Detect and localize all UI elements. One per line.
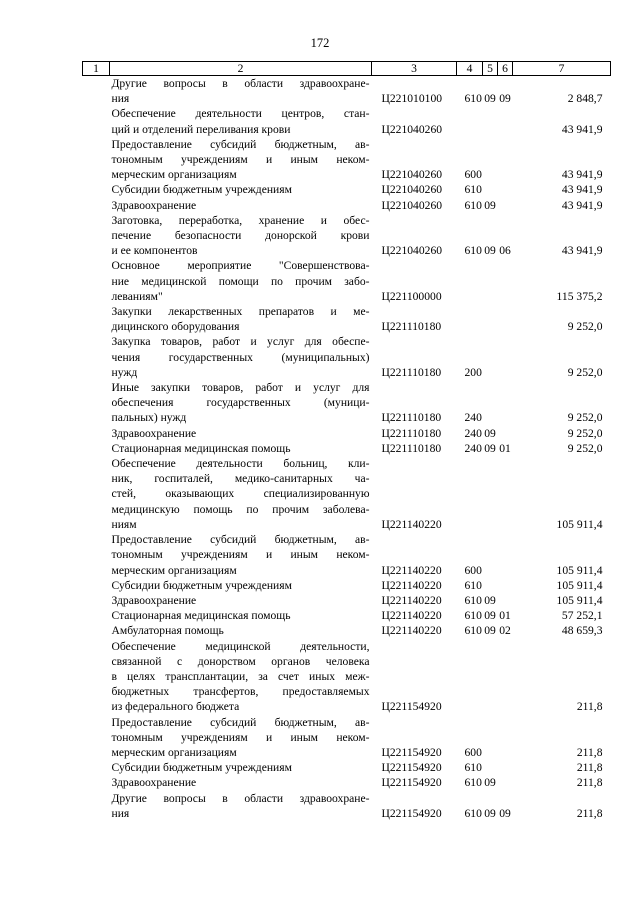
- header-col-2: 2: [110, 62, 372, 76]
- amount-cell: 105 911,4: [556, 563, 603, 577]
- item-name-cell: [110, 426, 372, 441]
- row-number-cell: [83, 258, 110, 304]
- section-cell: 09: [484, 92, 496, 106]
- amount-cell: 43 941,9: [561, 168, 603, 182]
- target-code-cell: Ц221110180: [381, 441, 442, 455]
- item-name-line: Иные закупки товаров, работ и услуг для: [111, 381, 370, 395]
- item-name-line: Стационарная медицинская помощь: [111, 441, 291, 455]
- item-name-line: дицинского оборудования: [111, 320, 240, 334]
- item-name-line: тономным учреждениям и иным неком-: [111, 153, 370, 167]
- item-name-cell: [110, 532, 372, 578]
- item-name-cell: [110, 775, 372, 790]
- subsection-cell: [498, 106, 513, 136]
- amount-cell: 211,8: [576, 761, 603, 775]
- amount-cell: 115 375,2: [556, 289, 603, 303]
- expense-type-cell: 610: [464, 624, 482, 638]
- section-cell: [483, 715, 498, 761]
- target-code-cell: Ц221154920: [381, 761, 442, 775]
- subsection-cell: [498, 380, 513, 426]
- item-name-cell: [110, 791, 372, 821]
- table-row: [83, 258, 611, 304]
- item-name-line: стей, оказывающих специализированную: [111, 487, 370, 501]
- item-name-line: Здравоохранение: [111, 776, 197, 790]
- expense-type-cell: 600: [464, 745, 482, 759]
- target-code-cell: Ц221140220: [381, 593, 442, 607]
- row-number-cell: [83, 775, 110, 790]
- section-cell: 09: [484, 609, 496, 623]
- section-cell: [483, 578, 498, 593]
- header-col-3: 3: [372, 62, 457, 76]
- expense-type-cell: [457, 304, 483, 334]
- amount-cell: 43 941,9: [561, 183, 603, 197]
- subsection-cell: [498, 456, 513, 532]
- amount-cell: 211,8: [576, 700, 603, 714]
- amount-cell: 211,8: [576, 806, 603, 820]
- section-cell: 09: [484, 426, 496, 440]
- item-name-cell: [110, 198, 372, 213]
- expense-type-cell: [457, 639, 483, 715]
- row-number-cell: [83, 213, 110, 259]
- amount-cell: 9 252,0: [567, 411, 603, 425]
- target-code-cell: Ц221140220: [381, 578, 442, 592]
- section-cell: 09: [484, 198, 496, 212]
- table-row: [83, 76, 611, 107]
- item-name-line: ния: [111, 92, 130, 106]
- target-code-cell: Ц221140220: [381, 609, 442, 623]
- item-name-cell: [110, 456, 372, 532]
- table-row: [83, 182, 611, 197]
- item-name-cell: [110, 578, 372, 593]
- item-name-cell: [110, 182, 372, 197]
- row-number-cell: [83, 715, 110, 761]
- section-cell: [483, 639, 498, 715]
- item-name-cell: [110, 106, 372, 136]
- item-name-cell: [110, 304, 372, 334]
- header-col-1: 1: [83, 62, 110, 76]
- table-row: [83, 426, 611, 441]
- subsection-cell: [498, 715, 513, 761]
- table-row: [83, 639, 611, 715]
- subsection-cell: [498, 258, 513, 304]
- item-name-line: бюджетных трансфертов, предоставляемых: [111, 685, 370, 699]
- header-col-7: 7: [513, 62, 611, 76]
- target-code-cell: Ц221154920: [381, 806, 442, 820]
- item-name-line: ниям: [111, 517, 137, 531]
- expense-type-cell: 600: [464, 168, 482, 182]
- section-cell: [483, 334, 498, 380]
- table-row: [83, 213, 611, 259]
- amount-cell: 9 252,0: [567, 320, 603, 334]
- target-code-cell: Ц221110180: [381, 365, 442, 379]
- target-code-cell: Ц221110180: [381, 411, 442, 425]
- subsection-cell: 01: [499, 441, 511, 455]
- amount-cell: 105 911,4: [556, 578, 603, 592]
- header-row: [83, 62, 611, 76]
- target-code-cell: Ц221110180: [381, 426, 442, 440]
- table-row: [83, 593, 611, 608]
- item-name-cell: [110, 608, 372, 623]
- item-name-line: Предоставление субсидий бюджетным, ав-: [111, 137, 370, 151]
- item-name-line: в целях трансплантации, за счет иных меж-: [111, 669, 370, 683]
- amount-cell: 9 252,0: [567, 426, 603, 440]
- expense-type-cell: 240: [464, 411, 482, 425]
- amount-cell: 43 941,9: [561, 198, 603, 212]
- expense-type-cell: 240: [464, 426, 482, 440]
- row-number-cell: [83, 334, 110, 380]
- item-name-line: мерческим организациям: [111, 168, 237, 182]
- item-name-line: Здравоохранение: [111, 198, 197, 212]
- item-name-line: Обеспечение медицинской деятельности,: [111, 639, 370, 653]
- table-row: [83, 456, 611, 532]
- row-number-cell: [83, 791, 110, 821]
- subsection-cell: [498, 304, 513, 334]
- subsection-cell: [498, 593, 513, 608]
- item-name-line: Предоставление субсидий бюджетным, ав-: [111, 715, 370, 729]
- item-name-cell: [110, 593, 372, 608]
- table-header: [83, 62, 611, 76]
- subsection-cell: 09: [499, 92, 511, 106]
- amount-cell: 2 848,7: [567, 92, 603, 106]
- expense-type-cell: 610: [464, 92, 482, 106]
- item-name-line: Амбулаторная помощь: [111, 624, 224, 638]
- subsection-cell: [498, 639, 513, 715]
- target-code-cell: Ц221010100: [381, 92, 443, 106]
- subsection-cell: [498, 578, 513, 593]
- item-name-line: медицинскую помощь по прочим заболева-: [111, 502, 370, 516]
- section-cell: 09: [484, 806, 496, 820]
- table-row: [83, 623, 611, 638]
- subsection-cell: [498, 532, 513, 578]
- item-name-line: ния: [111, 806, 130, 820]
- expense-type-cell: 610: [464, 593, 482, 607]
- amount-cell: 48 659,3: [561, 624, 603, 638]
- expense-type-cell: [457, 106, 483, 136]
- item-name-line: Предоставление субсидий бюджетным, ав-: [111, 533, 370, 547]
- row-number-cell: [83, 380, 110, 426]
- item-name-line: Закупки лекарственных препаратов и ме-: [111, 305, 370, 319]
- item-name-line: ник, госпиталей, медико-санитарных ча-: [111, 472, 370, 486]
- item-name-line: Субсидии бюджетным учреждениям: [111, 578, 292, 592]
- row-number-cell: [83, 593, 110, 608]
- expense-type-cell: 600: [464, 563, 482, 577]
- subsection-cell: 09: [499, 806, 511, 820]
- section-cell: 09: [484, 776, 496, 790]
- subsection-cell: [498, 137, 513, 183]
- row-number-cell: [83, 182, 110, 197]
- item-name-line: мерческим организациям: [111, 745, 237, 759]
- item-name-line: Здравоохранение: [111, 593, 197, 607]
- item-name-line: Обеспечение деятельности центров, стан-: [111, 107, 370, 121]
- expense-type-cell: 610: [464, 578, 482, 592]
- amount-cell: 43 941,9: [561, 122, 603, 136]
- amount-cell: 43 941,9: [561, 244, 603, 258]
- page-number: 172: [310, 36, 330, 50]
- subsection-cell: [498, 334, 513, 380]
- table-row: [83, 441, 611, 456]
- section-cell: [483, 106, 498, 136]
- item-name-cell: [110, 334, 372, 380]
- item-name-line: тономным учреждениям и иным неком-: [111, 548, 370, 562]
- target-code-cell: Ц221154920: [381, 776, 442, 790]
- row-number-cell: [83, 106, 110, 136]
- item-name-line: Обеспечение деятельности больниц, кли-: [111, 457, 370, 471]
- target-code-cell: Ц221110180: [381, 320, 442, 334]
- table-row: [83, 532, 611, 578]
- item-name-line: Основное мероприятие "Совершенствова-: [111, 259, 370, 273]
- target-code-cell: Ц221040260: [381, 168, 443, 182]
- item-name-line: ций и отделений переливания крови: [111, 122, 291, 136]
- section-cell: 09: [484, 244, 496, 258]
- amount-cell: 211,8: [576, 776, 603, 790]
- section-cell: 09: [484, 624, 496, 638]
- expense-type-cell: 610: [464, 776, 482, 790]
- expense-type-cell: [457, 456, 483, 532]
- row-number-cell: [83, 456, 110, 532]
- item-name-line: чения государственных (муниципальных): [111, 350, 370, 364]
- amount-cell: 9 252,0: [567, 365, 603, 379]
- section-cell: [483, 456, 498, 532]
- item-name-line: мерческим организациям: [111, 563, 237, 577]
- subsection-cell: 02: [499, 624, 511, 638]
- row-number-cell: [83, 623, 110, 638]
- item-name-line: тономным учреждениям и иным неком-: [111, 730, 370, 744]
- expense-type-cell: 610: [464, 806, 482, 820]
- item-name-line: нужд: [111, 365, 138, 379]
- item-name-cell: [110, 441, 372, 456]
- subsection-cell: 01: [499, 609, 511, 623]
- row-number-cell: [83, 639, 110, 715]
- row-number-cell: [83, 441, 110, 456]
- section-cell: 09: [484, 593, 496, 607]
- item-name-cell: [110, 137, 372, 183]
- item-name-line: Субсидии бюджетным учреждениям: [111, 761, 292, 775]
- item-name-line: леваниям": [111, 289, 163, 303]
- section-cell: [483, 137, 498, 183]
- row-number-cell: [83, 760, 110, 775]
- target-code-cell: Ц221040260: [381, 122, 443, 136]
- header-col-5: 5: [483, 62, 498, 76]
- table-row: [83, 775, 611, 790]
- subsection-cell: [498, 198, 513, 213]
- amount-cell: 57 252,1: [561, 609, 603, 623]
- item-name-line: обеспечения государственных (муници-: [111, 396, 370, 410]
- target-code-cell: Ц221040260: [381, 198, 443, 212]
- item-name-cell: [110, 639, 372, 715]
- table-row: [83, 715, 611, 761]
- target-code-cell: Ц221154920: [381, 700, 442, 714]
- item-name-cell: [110, 623, 372, 638]
- table-row: [83, 608, 611, 623]
- header-col-4: 4: [457, 62, 483, 76]
- item-name-line: Закупка товаров, работ и услуг для обеспе-: [111, 335, 370, 349]
- row-number-cell: [83, 532, 110, 578]
- table-row: [83, 198, 611, 213]
- section-cell: 09: [484, 441, 496, 455]
- item-name-line: печение безопасности донорской крови: [111, 229, 370, 243]
- table-row: [83, 334, 611, 380]
- amount-cell: 211,8: [576, 745, 603, 759]
- item-name-line: и ее компонентов: [111, 244, 198, 258]
- table-row: [83, 137, 611, 183]
- target-code-cell: Ц221040260: [381, 244, 443, 258]
- expense-type-cell: 200: [464, 365, 482, 379]
- expense-type-cell: 610: [464, 761, 482, 775]
- row-number-cell: [83, 198, 110, 213]
- table-row: [83, 578, 611, 593]
- target-code-cell: Ц221100000: [381, 289, 442, 303]
- item-name-line: Субсидии бюджетным учреждениям: [111, 183, 292, 197]
- amount-cell: 105 911,4: [556, 593, 603, 607]
- item-name-cell: [110, 76, 372, 107]
- subsection-cell: [498, 426, 513, 441]
- section-cell: [483, 532, 498, 578]
- row-number-cell: [83, 76, 110, 107]
- table-row: [83, 760, 611, 775]
- item-name-line: ние медицинской помощи по прочим забо-: [111, 274, 370, 288]
- expense-type-cell: 610: [464, 183, 482, 197]
- header-col-6: 6: [498, 62, 513, 76]
- target-code-cell: Ц221140220: [381, 517, 442, 531]
- row-number-cell: [83, 426, 110, 441]
- subsection-cell: [498, 182, 513, 197]
- item-name-line: Другие вопросы в области здравоохране-: [111, 791, 370, 805]
- table-row: [83, 106, 611, 136]
- section-cell: [483, 258, 498, 304]
- item-name-line: Другие вопросы в области здравоохране-: [111, 77, 370, 90]
- item-name-line: из федерального бюджета: [111, 700, 240, 714]
- target-code-cell: Ц221140220: [381, 563, 442, 577]
- table-body: [83, 76, 611, 821]
- item-name-line: Заготовка, переработка, хранение и обес-: [111, 213, 370, 227]
- item-name-cell: [110, 380, 372, 426]
- item-name-line: пальных) нужд: [111, 411, 187, 425]
- item-name-line: Стационарная медицинская помощь: [111, 609, 291, 623]
- item-name-cell: [110, 715, 372, 761]
- table-row: [83, 791, 611, 821]
- subsection-cell: [498, 775, 513, 790]
- target-code-cell: Ц221154920: [381, 745, 442, 759]
- row-number-cell: [83, 304, 110, 334]
- expense-type-cell: 610: [464, 198, 482, 212]
- amount-cell: 105 911,4: [556, 517, 603, 531]
- item-name-cell: [110, 258, 372, 304]
- item-name-cell: [110, 760, 372, 775]
- row-number-cell: [83, 608, 110, 623]
- row-number-cell: [83, 137, 110, 183]
- item-name-cell: [110, 213, 372, 259]
- item-name-line: Здравоохранение: [111, 426, 197, 440]
- table-row: [83, 380, 611, 426]
- expense-type-cell: [457, 258, 483, 304]
- section-cell: [483, 760, 498, 775]
- row-number-cell: [83, 578, 110, 593]
- section-cell: [483, 380, 498, 426]
- target-code-cell: Ц221140220: [381, 624, 442, 638]
- subsection-cell: [498, 760, 513, 775]
- expense-type-cell: 610: [464, 609, 482, 623]
- expense-type-cell: 610: [464, 244, 482, 258]
- budget-table: [82, 61, 611, 821]
- section-cell: [483, 182, 498, 197]
- subsection-cell: 06: [499, 244, 511, 258]
- item-name-line: связанной с донорством органов человека: [111, 654, 370, 668]
- table-row: [83, 304, 611, 334]
- target-code-cell: Ц221040260: [381, 183, 443, 197]
- expense-type-cell: 240: [464, 441, 482, 455]
- amount-cell: 9 252,0: [567, 441, 603, 455]
- section-cell: [483, 304, 498, 334]
